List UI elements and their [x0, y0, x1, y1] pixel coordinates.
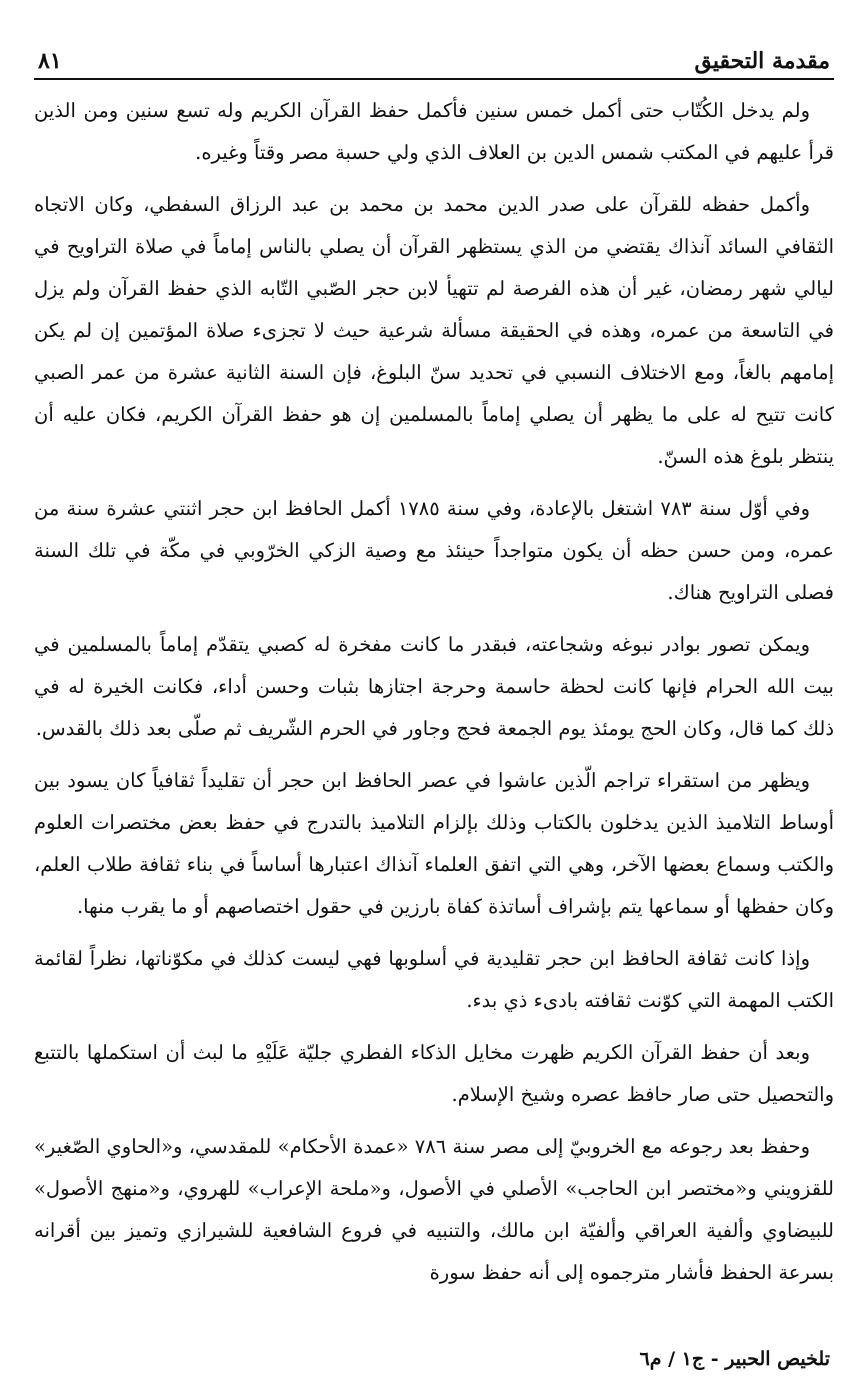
running-header: [34, 40, 834, 74]
paragraph-4: ويمكن تصور بوادر نبوغه وشجاعته، فبقدر ما كانت مفخرة له كصبي يتقدّم إماماً بالمسلمين في بيت الله الحرام فإنها كانت لحظة حاسمة وحرجة اجتازها بثبات وحسن أداء، فكانت الخيرة له في ذلك كما قال، وكان الحج يومئذ يوم الجمعة فحج وجاور في الحرم الشّريف ثم صلّى بعد ذلك بالقدس.: [34, 633, 834, 740]
paragraph-7: وبعد أن حفظ القرآن الكريم ظهرت مخايل الذكاء الفطري جليّة عَلَيْهِ ما لبث أن استكملها بالتتبع والتحصيل حتى صار حافظ عصره وشيخ الإسلام.: [34, 1041, 834, 1106]
header-title: مقدمة التحقيق: [694, 48, 830, 74]
signature-footer: تلخيص الحبير - ج١ / م٦: [639, 1348, 830, 1370]
page: [34, 40, 834, 1370]
body-text: [34, 90, 834, 1294]
paragraph-2: وأكمل حفظه للقرآن على صدر الدين محمد بن محمد بن عبد الرزاق السفطي، وكان الاتجاه الثقافي السائد آنذاك يقتضي من الذي يستظهر القرآن أن يصلي بالناس إماماً في صلاة التراويح في ليالي شهر رمضان، غير أن هذه الفرصة لم تتهيأ لابن حجر الصّبي التّابه الذي حفظ القرآن ولم يزل في التاسعة من عمره، وهذه في الحقيقة مسألة شرعية حيث لا تجزىء صلاة المؤتمين إن لم يكن إمامهم بالغاً، ومع الاختلاف النسبي في تحديد سنّ البلوغ، فإن السنة الثانية عشرة من عمر الصبي كانت تتيح له على ما يظهر أن يصلي إماماً بالمسلمين إن هو حفظ القرآن الكريم، فكان عليه أن ينتظر بلوغ هذه السنّ.: [34, 193, 834, 468]
paragraph-6: وإذا كانت ثقافة الحافظ ابن حجر تقليدية في أسلوبها فهي ليست كذلك في مكوّناتها، نظراً لقائمة الكتب المهمة التي كوّنت ثقافته بادىء ذي بدء.: [34, 947, 834, 1012]
page-number: ٨١: [38, 48, 62, 74]
paragraph-1: ولم يدخل الكُتّاب حتى أكمل خمس سنين فأكمل حفظ القرآن الكريم وله تسع سنين ومن الذين قرأ عليهم في المكتب شمس الدين بن العلاف الذي ولي حسبة مصر وقتاً وغيره.: [34, 99, 834, 164]
paragraph-5: ويظهر من استقراء تراجم الّذين عاشوا في عصر الحافظ ابن حجر أن تقليداً ثقافياً كان يسود بين أوساط التلاميذ الذين يدخلون بالكتاب وذلك بإلزام التلاميذ بالتدرج في حفظ بعض مختصرات العلوم والكتب وسماع بعضها الآخر، وهي التي اتفق العلماء آنذاك اعتبارها أساساً في بناء ثقافة طلاب العلم، وكان حفظها أو سماعها يتم بإشراف أساتذة كفاة بارزين في حقول اختصاصهم أو ما يقرب منها.: [34, 769, 834, 918]
paragraph-3: وفي أوّل سنة ٧٨٣ اشتغل بالإعادة، وفي سنة ١٧٨٥ أكمل الحافظ ابن حجر اثنتي عشرة سنة من عمره، ومن حسن حظه أن يكون متواجداً حينئذ مع وصية الزكي الخرّوبي في مكّة في تلك السنة فصلى التراويح هناك.: [34, 497, 834, 604]
paragraph-8: وحفظ بعد رجوعه مع الخروبيّ إلى مصر سنة ٧٨٦ «عمدة الأحكام» للمقدسي، و«الحاوي الصّغير» للقزويني و«مختصر ابن الحاجب» الأصلي في الأصول، و«ملحة الإعراب» للهروي، و«منهج الأصول» للبيضاوي وألفية العراقي وألفيّة ابن مالك، والتنبيه في فروع الشافعية للشيرازي وتميز بين أقرانه بسرعة الحفظ فأشار مترجموه إلى أنه حفظ سورة: [34, 1135, 834, 1284]
header-rule: [34, 78, 834, 80]
